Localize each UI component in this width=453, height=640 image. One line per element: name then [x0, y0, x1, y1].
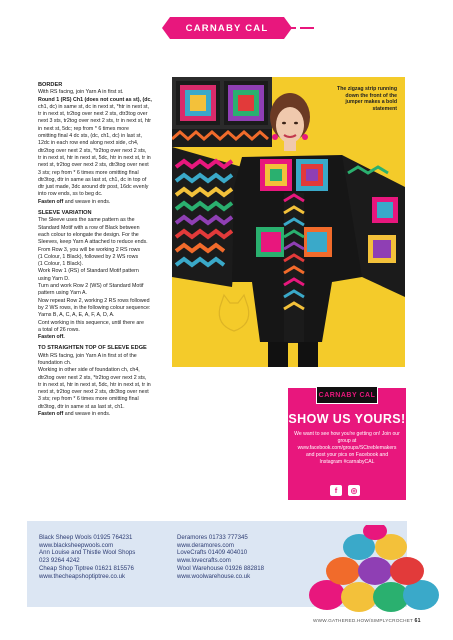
facebook-icon[interactable]: f — [330, 485, 342, 496]
jumper-illustration — [172, 77, 405, 367]
page-number: 61 — [414, 618, 421, 624]
banner-dash — [290, 27, 296, 29]
section-banner — [170, 17, 284, 39]
photo-caption: The zigzag strip running down the front of the jumper makes a bold statement — [337, 86, 397, 113]
pattern-text-column — [38, 78, 170, 422]
sleeve-instructions: The Sleeve uses the same pattern as the Standard Motif with a row of Black between each colour to elongate the design. For the Sleeves, keep Yarn A attached to reduce ends. From Row 3, you will be working 2 RS rows (1 Colour, 1 Black), followed by 2 WS rows (1 Colour, 1 Black). Work Row 1 (RS) of Standard Motif pattern using Yarn D. Turn and work Row 2 (WS) of Standard Motif pattern using Yarn A. Now repeat Row 2, working 2 RS rows followed by 2 WS rows, in the following colour sequence: Yarns B, A, C, A, E, A, F, A, D, A. Cont working in this sequence, until there are a total of 26 rows. Fasten off. — [38, 217, 151, 341]
yarn-balls-image — [287, 525, 453, 615]
stockist-line: Cheap Shop Tiptree 01621 815576 — [39, 564, 134, 572]
carnaby-cal-logo: CARNABY CAL — [316, 386, 378, 404]
section-title: CARNABY CAL — [185, 22, 269, 34]
stockist-line: Deramores 01733 777345 — [177, 534, 248, 541]
straighten-instructions: With RS facing, join Yarn A in first st of the foundation ch. Working in other side of foundation ch, ch4, dtr2tog over next 2 sts, *tr2tog over next 2 sts, tr in next st, htr in next st, 5dc, htr in next st, tr in next st, tr2tog over next 2 sts, dtr3tog over next 3 sts; rep from * 6 times more omitting final dtr3tog, dtr in same st as last st, ch1. Fasten off and weave in ends. — [38, 352, 151, 418]
page-footer — [313, 618, 421, 624]
border-heading: BORDER — [38, 82, 63, 88]
stockist-line: Ann Louise and Thistle Wool Shops — [39, 549, 136, 557]
stockists-right-column — [177, 534, 264, 580]
border-instructions: With RS facing, join Yarn A in first st. Round 1 (RS) Ch1 (does not count as st), (dc, ch1, dc) in same st, dc in next st, *htr in next st, tr in next st, tr2tog over next 2 sts, dtr3tog over next 3 sts, tr2tog over next 2 sts, tr in next st, htr in next st, 5dc; rep from * 6 times more omitting final 4 dc sts, (dc, ch1, dc) in last st, 12dc in each row end along next side, ch4, dtr2tog over next 2 sts, *tr2tog over next 2 sts, tr in next st, htr in next st, 5dc, htr in next st, tr in next st, tr2tog over next 2 sts, dtr3tog over next 3 sts; rep from * 6 times more omitting final dtr3tog, dtr in same as last st, ch1, dc in top of dtr just made, 3dc around dtr post, 16dc evenly into row ends, ss to beg dc. Fasten off and weave in ends. — [38, 89, 152, 205]
stockist-line: Black Sheep Wools 01925 764231 — [39, 534, 133, 541]
left-blanket — [172, 77, 272, 147]
sleeve-heading: SLEEVE VARIATION — [38, 210, 92, 217]
stockist-link[interactable]: www.lovecrafts.com — [177, 557, 231, 565]
stockist-link[interactable]: www.thecheapshoptiptree.co.uk — [39, 572, 126, 580]
stockist-line: LoveCrafts 01409 404010 — [177, 549, 248, 557]
promo-box — [288, 388, 406, 500]
promo-title: SHOW US YOURS! — [288, 412, 406, 426]
straighten-heading: TO STRAIGHTEN TOP OF SLEEVE EDGE — [38, 345, 147, 352]
left-sleeve — [172, 147, 242, 287]
model-photo — [172, 77, 405, 367]
stockist-line: 023 9264 4242 — [39, 557, 80, 565]
promo-body: We want to see how you're getting on! Join our group at www.facebook.com/groups/SCtreblemakers and post your pics on Facebook and Instagram #carnabyCAL — [294, 431, 400, 465]
stockist-link[interactable]: www.woolwarehouse.co.uk — [177, 572, 251, 580]
stockist-link[interactable]: www.blacksheepwools.com — [39, 541, 114, 549]
stockist-line: Wool Warehouse 01926 882818 — [177, 564, 265, 572]
stockists-left-column — [39, 534, 135, 580]
instagram-icon[interactable]: ◎ — [348, 485, 360, 496]
social-icons — [330, 485, 360, 496]
banner-dash — [300, 27, 314, 29]
footer-site: WWW.GATHERED.HOW/SIMPLYCROCHET — [313, 618, 414, 623]
stockist-link[interactable]: www.deramores.com — [177, 541, 234, 549]
